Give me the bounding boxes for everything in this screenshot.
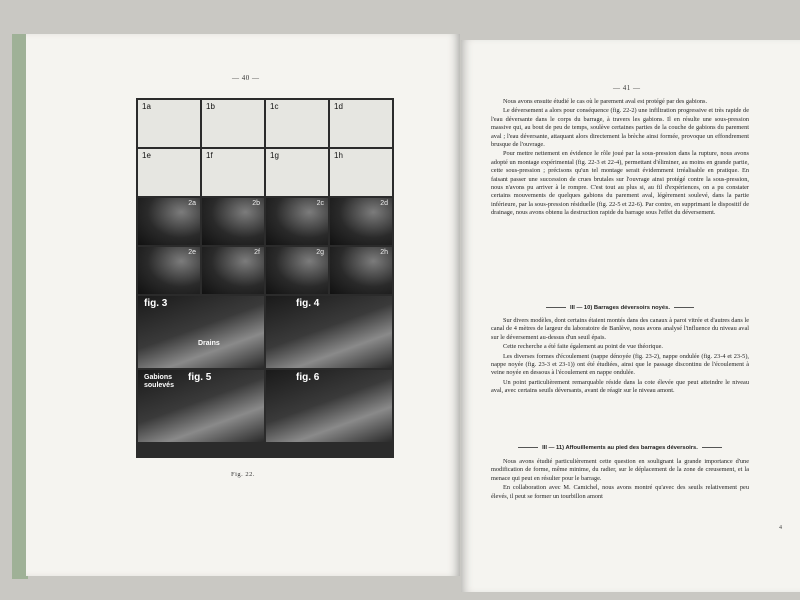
paragraph: Nous avons ensuite étudié le cas où le parement aval est protégé par des gabions. [503, 98, 708, 105]
figure-label: 1e [142, 151, 151, 160]
diagram-1c [266, 100, 328, 147]
paragraph: Nous avons étudié particulièrement cette question en soulignant la grande importance d'une modification de forme, même minime, du radier, sur le déplacement de la zone de creusement, et la menace qui peut en résulter pour le barrage. [491, 458, 749, 482]
figure-sub-label: Gabions soulevés [144, 374, 174, 389]
paragraph: Un point particulièrement remarquable réside dans la cote élevée que peut atteindre le niveau aval, avec certains seuils déversants, avant de réagir sur le niveau amont. [491, 378, 749, 395]
figure-label: fig. 5 [188, 372, 212, 383]
figure-label: 2d [380, 200, 388, 207]
page-number-right: — 41 — [613, 84, 641, 92]
figure-label: 1f [206, 151, 213, 160]
signature-mark: 4 [779, 525, 782, 531]
photo-2c [266, 198, 328, 245]
photo-fig-6 [266, 370, 392, 442]
figure-label: fig. 6 [296, 372, 320, 383]
section-heading: III — 10) Barrages déversoirs noyés. [491, 305, 749, 311]
diagram-1b [202, 100, 264, 147]
paragraph: Sur divers modèles, dont certains étaient montés dans des canaux à paroi vitrée et d'autres dans le canal de 4 mètres de largeur du laboratoire de Banlève, nous avons analysé l'influence du niveau aval sur le déversement au-dessus d'un seuil épais. [491, 317, 749, 341]
plate-row-5 [138, 296, 392, 368]
figure-label: 2g [316, 249, 324, 256]
photo-2a [138, 198, 200, 245]
plate-row-1 [138, 100, 392, 147]
text-block-1 [491, 98, 749, 219]
left-page [26, 34, 460, 576]
photo-2h [330, 247, 392, 294]
photo-fig-3 [138, 296, 264, 368]
photo-fig-4 [266, 296, 392, 368]
diagram-1a [138, 100, 200, 147]
right-page [461, 40, 800, 592]
diagram-1f [202, 149, 264, 196]
figure-plate [136, 98, 394, 458]
figure-label: 1d [334, 102, 343, 111]
photo-2b [202, 198, 264, 245]
figure-label: 2b [252, 200, 260, 207]
plate-row-3 [138, 198, 392, 245]
figure-label: 2f [254, 249, 260, 256]
figure-label: 1c [270, 102, 279, 111]
figure-label: fig. 3 [144, 298, 168, 309]
paragraph: En collaboration avec M. Camichel, nous avons montré qu'avec des seuils relativement peu élevés, il peut se former un tourbillon amont [491, 484, 749, 500]
figure-label: 1b [206, 102, 215, 111]
paragraph: Pour mettre nettement en évidence le rôle joué par la sous-pression dans la rupture, nous avons adopté un montage expérimental (fig. 22-3 et 22-4), permettant d'éliminer, au moins en grande partie, cette sous-pression ; précisons qu'un tel montage serait évidemment irréalisable en pratique. En faisant passer une succession de crues brutales sur l'ouvrage ainsi protégé contre la sous-pression, nous n'avons pu arriver à le rompre. C'est tout au plus si, au fil d'expériences, on a pu constater certains mouvements de quelques gabions du parement aval, légèrement soulevé, dans la partie inférieure, par la sous-pression résiduelle (fig. 22-5 et 22-6). Par contre, en supprimant le dispositif de drainage, nous avons obtenu la destruction rapide du barrage sous l'effet du déversement. [491, 150, 749, 217]
photo-2f [202, 247, 264, 294]
figure-label: 1g [270, 151, 279, 160]
plate-row-4 [138, 247, 392, 294]
photo-2g [266, 247, 328, 294]
figure-label: 2h [380, 249, 388, 256]
text-block-2 [491, 317, 749, 397]
figure-label: 1h [334, 151, 343, 160]
figure-caption: Fig. 22. [230, 471, 256, 478]
text-block-3 [491, 458, 749, 502]
diagram-1g [266, 149, 328, 196]
photo-2d [330, 198, 392, 245]
figure-label: 2e [188, 249, 196, 256]
figure-label: 1a [142, 102, 151, 111]
paragraph: Cette recherche a été faite également au point de vue théorique. [503, 343, 663, 351]
diagram-1h [330, 149, 392, 196]
plate-row-2 [138, 149, 392, 196]
figure-label: 2c [316, 200, 324, 207]
figure-label: 2a [188, 200, 196, 207]
paragraph: Les diverses formes d'écoulement (nappe dénoyée (fig. 23-2), nappe ondulée (fig. 23-4 et 23-5), nappe noyée (fig. 23-3 et 23-1)) ont été étudiées, ainsi que le passage discontinu de l'écoulement à veine noyée en dessous à l'écoulement en nappe ondulée. [491, 352, 749, 377]
photo-fig-5 [138, 370, 264, 442]
section-heading: III — 11) Affouillements au pied des barrages déversoirs. [491, 445, 749, 451]
photo-2e [138, 247, 200, 294]
diagram-1e [138, 149, 200, 196]
figure-label: fig. 4 [296, 298, 320, 309]
page-number-left: — 40 — [232, 74, 260, 82]
figure-sub-label: Drains [198, 340, 220, 347]
diagram-1d [330, 100, 392, 147]
plate-row-6 [138, 370, 392, 442]
paragraph: Le déversement a alors pour conséquence (fig. 22-2) une infiltration progressive et très rapide de l'eau déversante dans le corps du barrage, à travers les gabions. Il en résulte une sous-pression massive qui, au bout de peu de temps, soulève certaines parties de la couche de gabions du parement aval ; l'eau déversante, attaquant alors directement la brèche ainsi formée, provoque un effondrement brusque de l'ouvrage. [491, 107, 749, 149]
